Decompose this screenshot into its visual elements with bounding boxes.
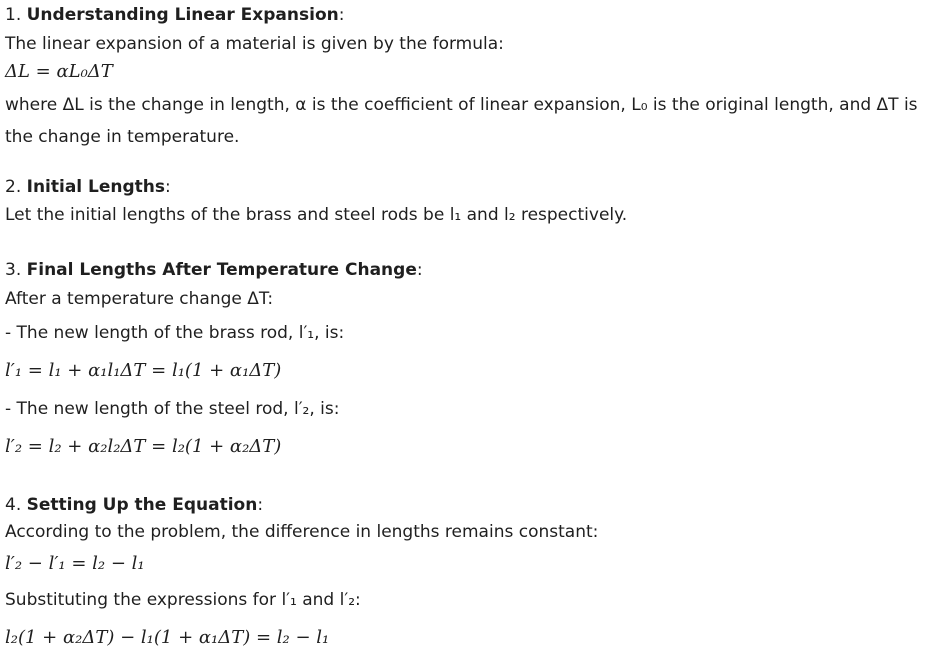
- section-1-where-line-2: the change in temperature.: [5, 127, 240, 147]
- section-3-brass-text: - The new length of the brass rod, l′₁, is:: [5, 323, 345, 343]
- section-1-where-line-1: where ΔL is the change in length, α is the coefficient of linear expansion, L₀ is the original length, and ΔT is: [5, 95, 918, 115]
- section-3-steel-text: - The new length of the steel rod, l′₂, is:: [5, 399, 340, 419]
- section-4-heading: [5, 494, 263, 516]
- section-4-intro: According to the problem, the difference in lengths remains constant:: [5, 522, 599, 542]
- section-2-number: 2.: [5, 177, 27, 197]
- section-2-heading: [5, 176, 171, 198]
- section-1-heading: [5, 4, 344, 26]
- section-1-formula: ΔL = αL₀ΔT: [5, 61, 113, 82]
- section-1-intro: The linear expansion of a material is given by the formula:: [5, 34, 504, 54]
- section-4-title: Setting Up the Equation: [26, 495, 258, 515]
- section-4-colon: :: [257, 495, 264, 515]
- section-3-steel-formula: l′₂ = l₂ + α₂l₂ΔT = l₂(1 + α₂ΔT): [5, 436, 282, 457]
- section-2-colon: :: [165, 177, 171, 197]
- section-3-intro: After a temperature change ΔT:: [5, 289, 274, 309]
- section-4-formula-2: l₂(1 + α₂ΔT) − l₁(1 + α₁ΔT) = l₂ − l₁: [5, 627, 330, 648]
- section-1-number: 1.: [5, 5, 27, 25]
- section-4-number: 4.: [5, 495, 27, 515]
- section-4-subst-text: Substituting the expressions for l′₁ and l′₂:: [5, 590, 361, 610]
- section-1-title: Understanding Linear Expansion: [26, 5, 339, 25]
- section-3-title: Final Lengths After Temperature Change: [26, 260, 417, 280]
- section-4-formula-1: l′₂ − l′₁ = l₂ − l₁: [5, 553, 145, 574]
- section-2-text: Let the initial lengths of the brass and steel rods be l₁ and l₂ respectively.: [5, 205, 628, 225]
- section-3-colon: :: [416, 260, 423, 280]
- section-3-brass-formula: l′₁ = l₁ + α₁l₁ΔT = l₁(1 + α₁ΔT): [5, 360, 282, 381]
- section-1-colon: :: [338, 5, 345, 25]
- section-3-heading: [5, 259, 423, 281]
- section-3-number: 3.: [5, 260, 27, 280]
- section-2-title: Initial Lengths: [26, 177, 166, 197]
